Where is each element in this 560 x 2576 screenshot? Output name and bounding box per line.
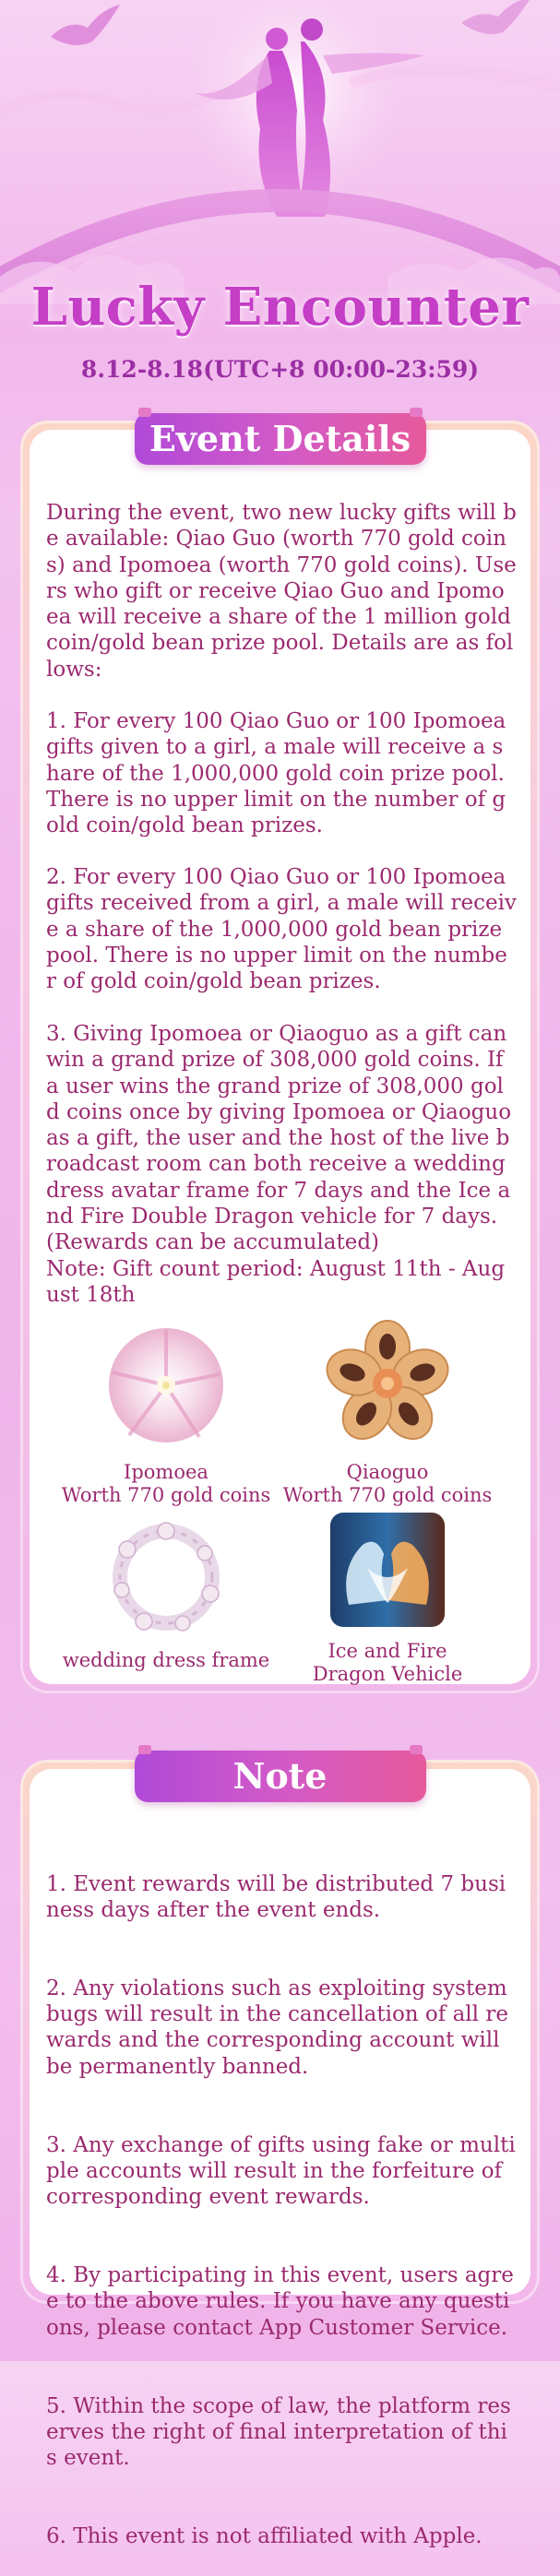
note-item: 2. Any violations such as exploiting system bugs will result in the cancellation of all rewards and the corresponding account will be permanently banned. — [46, 1976, 514, 2079]
note-item: 1. Event rewards will be distributed 7 business days after the event ends. — [46, 1871, 506, 1922]
note-item: 3. Any exchange of gifts using fake or multiple accounts will result in the forfeiture of corresponding event rewards. — [46, 2132, 516, 2210]
event-details-intro: During the event, two new lucky gifts will be available: Qiao Guo (worth 770 gold coins) and Ipomoea (worth 770 gold coins). Users who gift or receive Qiao Guo and Ipomoea will receive a share of the 1 million gold coin/gold bean prize pool. Details are as follows: — [46, 501, 518, 682]
gift-item-qiaoguo — [272, 1319, 503, 1507]
note-heading: Note — [135, 1751, 426, 1802]
gift-value: Dragon Vehicle — [312, 1663, 463, 1685]
note-item: 5. Within the scope of law, the platform reserves the right of final interpretation of this event. — [46, 2393, 511, 2471]
gift-name: Ipomoea — [124, 1461, 209, 1483]
event-rule-3: 3. Giving Ipomoea or Qiaoguo as a gift can win a grand prize of 308,000 gold coins. If a user wins the grand prize of 308,000 gold coins once by giving Ipomoea or Qiaoguo as a gift, the user and the host of the live broadcast room can both receive a wedding dress avatar frame for 7 days and the Ice and Fire Double Dragon vehicle for 7 days. (Rewards can be accumulated) Note: Gift count period: August 11th - August 18th — [46, 1022, 512, 1307]
gift-value: Worth 770 gold coins — [282, 1484, 493, 1506]
morning-glory-flower-icon — [101, 1319, 231, 1448]
hero-banner — [0, 0, 560, 433]
page-title: Lucky Encounter — [30, 277, 530, 338]
gift-item-dragon-vehicle — [272, 1513, 503, 1686]
ice-fire-dragon-icon — [330, 1513, 445, 1627]
note-item: 4. By participating in this event, users agree to the above rules. If you have any questions, please contact App Customer Service. — [46, 2263, 514, 2340]
gift-name: Qiaoguo — [346, 1461, 429, 1483]
note-item: 6. This event is not affiliated with Apple. — [46, 2524, 483, 2549]
event-rule-2: 2. For every 100 Qiao Guo or 100 Ipomoea gifts received from a girl, a male will receive a share of the 1,000,000 gold bean prize pool. There is no upper limit on the number of gold coin/gold bean prizes. — [46, 865, 517, 994]
gift-item-ipomoea — [51, 1319, 281, 1507]
note-list — [46, 1819, 517, 2576]
gift-name: wedding dress frame — [62, 1649, 270, 1671]
gift-item-wedding-frame — [51, 1513, 281, 1672]
flower-cookie-icon — [318, 1319, 457, 1448]
gift-name: Ice and Fire — [328, 1640, 447, 1662]
floral-wreath-frame-icon — [101, 1513, 231, 1642]
bird-right-icon — [461, 0, 530, 34]
bird-left-icon — [51, 5, 120, 45]
event-details-heading: Event Details — [135, 413, 426, 465]
event-date-range: 8.12-8.18(UTC+8 00:00-23:59) — [80, 356, 480, 383]
event-rule-1: 1. For every 100 Qiao Guo or 100 Ipomoea gifts given to a girl, a male will receive a share of the 1,000,000 gold coin prize pool. There is no upper limit on the number of gold coin/gold bean prizes. — [46, 709, 513, 838]
gift-value: Worth 770 gold coins — [61, 1484, 271, 1506]
